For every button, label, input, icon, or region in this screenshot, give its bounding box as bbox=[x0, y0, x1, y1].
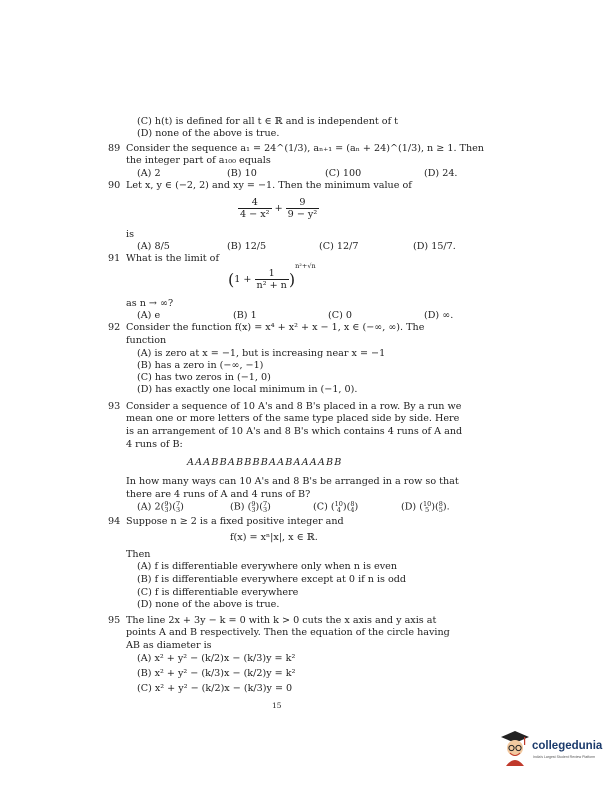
q93-line-4: 4 runs of B: bbox=[126, 439, 183, 450]
q89-number: 89 bbox=[108, 143, 121, 154]
q94-option-c: (C) f is differentiable everywhere bbox=[137, 587, 299, 598]
q95-option-a: (A) x² + y² − (k/2)x − (k/3)y = k² bbox=[137, 653, 296, 664]
q92-option-b: (B) has a zero in (−∞, −1) bbox=[137, 360, 264, 371]
q92-option-d: (D) has exactly one local minimum in (−1, 0). bbox=[137, 384, 358, 395]
q94-option-d: (D) none of the above is true. bbox=[137, 599, 280, 610]
q91-text: What is the limit of bbox=[126, 253, 220, 264]
q91-option-b: (B) 1 bbox=[233, 310, 257, 321]
q90-fraction-1: $\frac{4}{\text{4 − x²}}$ bbox=[240, 197, 270, 220]
q93-option-a: (A) 2(9 3)(7 3) bbox=[137, 500, 184, 514]
q93-option-b: (B) (9 3)(7 3) bbox=[230, 500, 271, 514]
q95-line-1: The line 2x + 3y − k = 0 with k > 0 cuts the x axis and y axis at bbox=[126, 615, 437, 626]
q92-text-cont: function bbox=[126, 335, 167, 346]
q94-option-a: (A) f is differentiable everywhere only when n is even bbox=[137, 561, 398, 572]
q89-text-cont: the integer part of a₁₀₀ equals bbox=[126, 155, 271, 166]
q95-line-3: AB as diameter is bbox=[126, 640, 212, 651]
q93-question: In how many ways can 10 A's and 8 B's be arranged in a row so that bbox=[126, 476, 459, 487]
q94-text: Suppose n ≥ 2 is a fixed positive integer and bbox=[126, 516, 344, 527]
q92-number: 92 bbox=[108, 322, 121, 333]
q91-option-d: (D) ∞. bbox=[424, 310, 454, 321]
q90-option-b: (B) 12/5 bbox=[227, 241, 267, 252]
q95-option-b: (B) x² + y² − (k/3)x − (k/2)y = k² bbox=[137, 668, 296, 679]
q88-option-d: (D) none of the above is true. bbox=[137, 128, 280, 139]
q90-option-c: (C) 12/7 bbox=[319, 241, 359, 252]
q90-expression: $\frac{4}{\text{4 − x²}}$ + $\frac{9}{\text{9 − y²}}$ bbox=[240, 197, 318, 220]
q94-number: 94 bbox=[108, 516, 121, 527]
q91-expression: (1 + $\frac{1}{\text{n² + n}}$ )$^{n^2+√n}$ bbox=[228, 261, 316, 291]
q94-formula: f(x) = xⁿ|x|, x ∈ ℝ. bbox=[230, 532, 318, 543]
q94-option-b: (B) f is differentiable everywhere except at 0 if n is odd bbox=[137, 574, 407, 585]
q91-as: as n → ∞? bbox=[126, 298, 174, 309]
q90-option-a: (A) 8/5 bbox=[137, 241, 170, 252]
graduate-mascot-icon bbox=[500, 730, 530, 766]
q89-option-a: (A) 2 bbox=[137, 168, 161, 179]
q91-number: 91 bbox=[108, 253, 121, 264]
q93-number: 93 bbox=[108, 401, 121, 412]
q94-then: Then bbox=[126, 549, 151, 560]
collegedunia-logo bbox=[500, 726, 610, 770]
q91-option-a: (A) e bbox=[137, 310, 161, 321]
q89-option-d: (D) 24. bbox=[424, 168, 458, 179]
q90-is: is bbox=[126, 229, 134, 240]
q92-text: Consider the function f(x) = x⁴ + x² + x − 1, x ∈ (−∞, ∞). The bbox=[126, 322, 425, 333]
q92-option-a: (A) is zero at x = −1, but is increasing near x = −1 bbox=[137, 348, 386, 359]
q90-number: 90 bbox=[108, 180, 121, 191]
q95-option-c: (C) x² + y² − (k/2)x − (k/3)y = 0 bbox=[137, 683, 293, 694]
q93-line-3: is an arrangement of 10 A's and 8 B's which contains 4 runs of A and bbox=[126, 426, 463, 437]
q93-option-d: (D) (10 5 )(8 5). bbox=[401, 500, 450, 514]
q93-option-c: (C) (10 4 )(8 4) bbox=[313, 500, 359, 514]
q93-line-1: Consider a sequence of 10 A's and 8 B's placed in a row. By a run we bbox=[126, 401, 462, 412]
q95-line-2: points A and B respectively. Then the equation of the circle having bbox=[126, 627, 450, 638]
q92-option-c: (C) has two zeros in (−1, 0) bbox=[137, 372, 271, 383]
q93-sequence: AAABBABBBBAABAAAABB bbox=[187, 457, 343, 468]
q89-option-c: (C) 100 bbox=[325, 168, 362, 179]
brand-name: collegedunia bbox=[532, 740, 603, 752]
q89-text: Consider the sequence a₁ = 24^(1/3), aₙ₊₁ = (aₙ + 24)^(1/3), n ≥ 1. Then bbox=[126, 143, 484, 154]
q90-option-d: (D) 15/7. bbox=[413, 241, 456, 252]
q91-option-c: (C) 0 bbox=[328, 310, 352, 321]
q91-fraction: $\frac{1}{\text{n² + n}}$ bbox=[256, 268, 287, 291]
q89-option-b: (B) 10 bbox=[227, 168, 257, 179]
q90-fraction-2: $\frac{9}{\text{9 − y²}}$ bbox=[287, 197, 318, 220]
q93-question-cont: there are 4 runs of A and 4 runs of B? bbox=[126, 489, 311, 500]
brand-tagline: India's Largest Student Review Platform bbox=[533, 755, 596, 759]
q95-number: 95 bbox=[108, 615, 121, 626]
page-number: 15 bbox=[272, 701, 282, 710]
q90-text: Let x, y ∈ (−2, 2) and xy = −1. Then the minimum value of bbox=[126, 180, 412, 191]
q88-option-c: (C) h(t) is defined for all t ∈ ℝ and is independent of t bbox=[137, 116, 399, 127]
q93-line-2: mean one or more letters of the same type placed side by side. Here bbox=[126, 413, 460, 424]
